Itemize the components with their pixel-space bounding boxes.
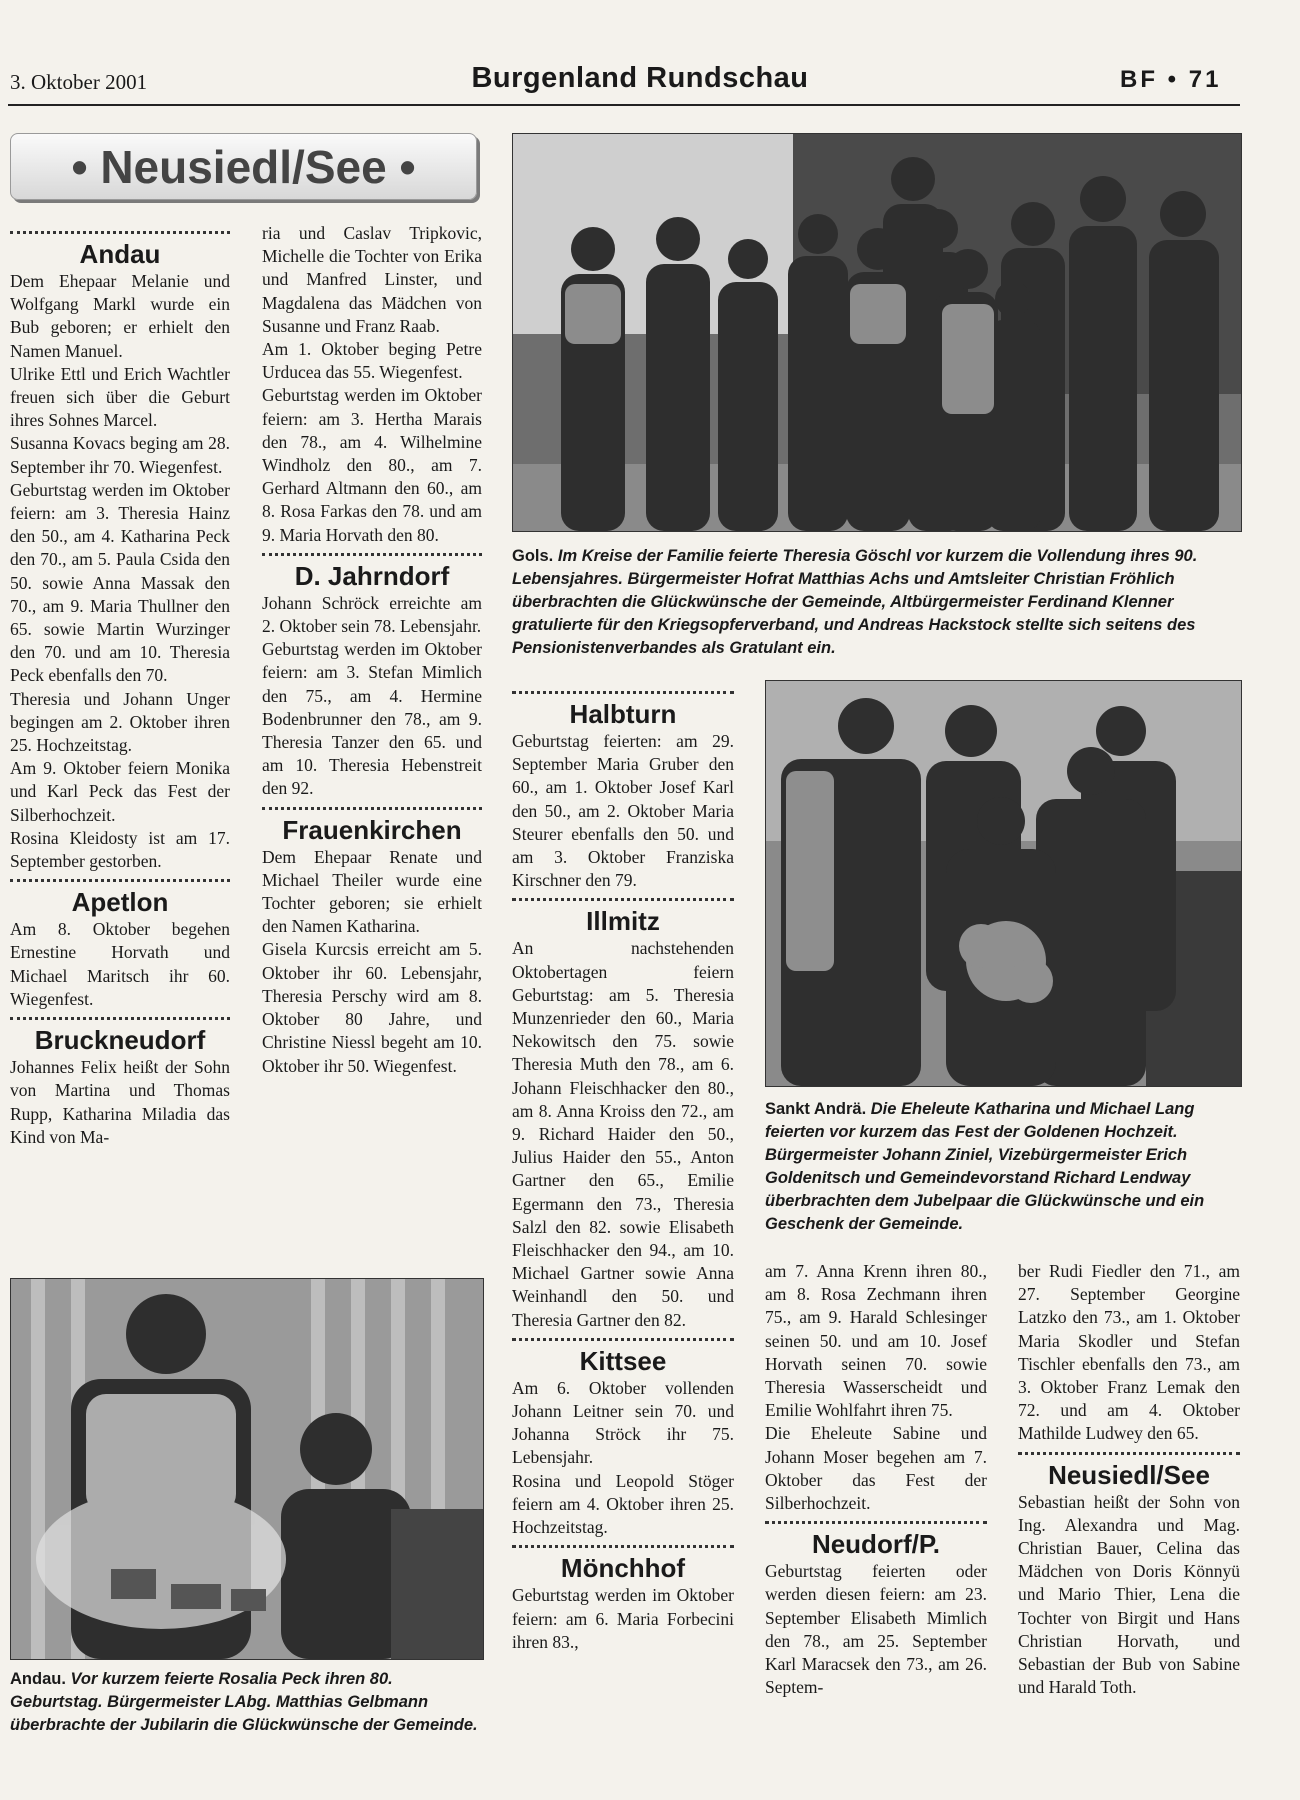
paragraph: Die Eheleute Sabine und Johann Moser begehen am 7. Oktober das Fest der Silberhochzeit.: [765, 1423, 987, 1514]
paragraph: ria und Caslav Tripkovic, Michelle die Tochter von Erika und Manfred Linster, und Magdalena das Mädchen von Susanne und Franz Raab.: [262, 223, 482, 336]
column-3: [512, 685, 734, 1654]
section-title-illmitz: Illmitz: [586, 906, 660, 937]
section-title-apetlon: Apetlon: [71, 887, 169, 918]
header-rule: [8, 104, 1240, 106]
photo-sankt-andrae-couple: [765, 680, 1242, 1087]
photo-gols-family: [512, 133, 1242, 532]
paragraph: Geburtstag werden im Oktober feiern: am 6. Maria Forbecini ihren 83.,: [512, 1585, 734, 1652]
photo-sankt-andrae-image: [766, 681, 1241, 1086]
section-divider: [512, 898, 734, 901]
paragraph: Theresia und Johann Unger begingen am 2. Oktober ihren 25. Hochzeitstag.: [10, 688, 230, 756]
section-title-neudorf: Neudorf/P.: [811, 1529, 941, 1560]
paragraph: Geburtstag werden im Oktober feiern: am 3. Stefan Mimlich den 75., am 4. Hermine Bodenbrunner den 78., am 9. Theresia Tanzer den 65. und am 10. Theresia Hebenstreit den 92.: [262, 639, 482, 799]
paragraph: Geburtstag feierten: am 29. September Maria Gruber den 60., am 1. Oktober Josef Karl den 50., am 2. Oktober Maria Steurer ebenfalls den 50. und am 3. Oktober Franziska Kirschner den 79.: [512, 731, 734, 891]
section-title-bruckneudorf: Bruckneudorf: [34, 1025, 206, 1056]
column-2: [262, 222, 482, 1078]
caption-place: Sankt Andrä.: [765, 1100, 867, 1118]
caption-place: Gols.: [512, 547, 554, 565]
caption-gols: [512, 545, 1240, 660]
section-title-frauenkirchen: Frauenkirchen: [282, 814, 462, 845]
paragraph: Dem Ehepaar Renate und Michael Theiler wurde eine Tochter geboren; sie erhielt den Namen Katharina.: [262, 846, 482, 937]
caption-text: Die Eheleute Katharina und Michael Lang feierten vor kurzem das Fest der Goldenen Hochzeit. Bürgermeister Johann Ziniel, Vizebürgermeister Erich Goldenitsch und Gemeindevorstand Richard Lendway überbrachten dem Jubelpaar die Glückwünsche und ein Geschenk der Gemeinde.: [765, 1100, 1205, 1233]
paragraph: Johannes Felix heißt der Sohn von Martina und Thomas Rupp, Katharina Miladia das Kind von Ma-: [10, 1057, 230, 1147]
section-divider: [1018, 1452, 1240, 1455]
photo-andau-jubilee: [10, 1278, 484, 1660]
paragraph: Am 6. Oktober vollenden Johann Leitner sein 70. und Johanna Ströck ihr 75. Lebensjahr.: [512, 1377, 734, 1468]
paragraph: An nachstehenden Oktobertagen feiern Geburtstag: am 5. Theresia Munzenrieder den 60., Maria Nekowitsch den 75. sowie Theresia Muth den 78., am 6. Johann Fleischhacker den 80., am 8. Anna Kroiss den 72., am 9. Richard Haider den 50., Julius Haider den 55., Anton Gartner den 65., Emilie Egermann den 73., Theresia Salzl den 82. sowie Elisabeth Fleischhacker den 94., am 10. Michael Gartner sowie Anna Weinhandl den 50. und Theresia Gartner den 82.: [512, 938, 734, 1330]
caption-place: Andau.: [10, 1670, 66, 1688]
caption-text: Im Kreise der Familie feierte Theresia Göschl vor kurzem die Vollendung ihres 90. Lebensjahres. Bürgermeister Hofrat Matthias Achs und Amtsleiter Christian Fröhlich überbrachten die Glückwünsche der Gemeinde, Altbürgermeister Ferdinand Klenner gratulierte für den Kriegsopferverband, und Andreas Hackstock stellte sich seitens des Pensionistenverbandes als Gratulant ein.: [512, 547, 1198, 657]
paragraph: Am 1. Oktober beging Petre Urducea das 55. Wiegenfest.: [262, 339, 482, 383]
paragraph: Geburtstag feierten oder werden diesen feiern: am 23. September Elisabeth Mimlich den 78., am 25. September Karl Maracsek den 73., am 26. Septem-: [765, 1561, 987, 1698]
paragraph: ber Rudi Fiedler den 71., am 27. September Georgine Latzko den 73., am 1. Oktober Maria Skodler und Stefan Tischler ebenfalls den 73., am 3. Oktober Franz Lemak den 72. und am 4. Oktober Mathilde Ludwey den 65.: [1018, 1261, 1240, 1444]
section-divider: [262, 553, 482, 556]
column-5: [1018, 1260, 1240, 1699]
paragraph: Am 8. Oktober begehen Ernestine Horvath und Michael Maritsch ihr 60. Wiegenfest.: [10, 919, 230, 1009]
section-divider: [512, 1545, 734, 1548]
caption-sankt-andrae: [765, 1098, 1240, 1236]
caption-text: Vor kurzem feierte Rosalia Peck ihren 80. Geburtstag. Bürgermeister LAbg. Matthias Gelbmann überbrachte der Jubilarin die Glückwünsche der Gemeinde.: [10, 1670, 478, 1734]
column-4: [765, 1260, 987, 1699]
paragraph: Rosina und Leopold Stöger feiern am 4. Oktober ihren 25. Hochzeitstag.: [512, 1470, 734, 1538]
section-divider: [10, 879, 230, 882]
section-divider: [512, 1338, 734, 1341]
section-title-moenchhof: Mönchhof: [560, 1553, 686, 1584]
paragraph: Susanna Kovacs beging am 28. September ihr 70. Wiegenfest.: [10, 433, 230, 477]
region-title: • Neusiedl/See •: [10, 133, 477, 200]
paragraph: Geburtstag werden im Oktober feiern: am 3. Theresia Hainz den 50., am 4. Katharina Peck den 70., am 5. Paula Csida den 50. sowie Anna Massak den 70., am 9. Maria Thullner den 65. sowie Martin Wurzinger den 70. und am 10. Theresia Peck ebenfalls den 70.: [10, 479, 230, 686]
paragraph: Sebastian heißt der Sohn von Ing. Alexandra und Mag. Christian Bauer, Celina das Mädchen von Doris Könnyü und Mario Thier, Lena die Tochter von Birgit und Hans Christian Horvath, und Sebastian der Bub von Sabine und Harald Toth.: [1018, 1491, 1240, 1698]
section-title-kittsee: Kittsee: [579, 1345, 667, 1376]
paragraph: Gisela Kurcsis erreicht am 5. Oktober ihr 60. Lebensjahr, Theresia Perschy wird am 8. Oktober 80 Jahre, und Christine Niessl begeht am 10. Oktober ihr 50. Wiegenfest.: [262, 939, 482, 1076]
newspaper-title: Burgenland Rundschau: [471, 62, 809, 94]
paragraph: Dem Ehepaar Melanie und Wolfgang Markl wurde ein Bub geboren; er erhielt den Namen Manuel.: [10, 271, 230, 361]
section-divider: [765, 1521, 987, 1524]
issue-date: 3. Oktober 2001: [10, 70, 148, 94]
section-divider: [262, 807, 482, 810]
section-title-neusiedl: Neusiedl/See: [1048, 1459, 1210, 1490]
section-title-andau: Andau: [79, 239, 161, 269]
section-title-halbturn: Halbturn: [569, 699, 677, 729]
caption-andau: [10, 1668, 482, 1737]
paragraph: Johann Schröck erreichte am 2. Oktober sein 78. Lebensjahr.: [262, 592, 482, 637]
paragraph: Am 9. Oktober feiern Monika und Karl Peck das Fest der Silberhochzeit.: [10, 758, 230, 825]
paragraph: am 7. Anna Krenn ihren 80., am 8. Rosa Zechmann ihren 75., am 9. Harald Schlesinger seinen 50. und am 10. Josef Horvath seinen 70. sowie Theresia Wasserscheidt und Emilie Wohlfahrt ihren 75.: [765, 1261, 987, 1421]
paragraph: Rosina Kleidosty ist am 17. September gestorben.: [10, 827, 230, 872]
page-number: BF • 71: [1120, 66, 1222, 93]
section-title-d-jahrndorf: D. Jahrndorf: [294, 560, 450, 591]
column-1: [10, 225, 230, 1149]
photo-gols-image: [513, 134, 1241, 531]
section-divider: [512, 691, 734, 694]
paragraph: Ulrike Ettl und Erich Wachtler freuen sich über die Geburt ihres Sohnes Marcel.: [10, 363, 230, 431]
paragraph: Geburtstag werden im Oktober feiern: am 3. Hertha Marais den 78., am 4. Wilhelmine Windholz den 80., am 7. Gerhard Altmann den 60., am 8. Rosa Farkas den 78. und am 9. Maria Horvath den 80.: [262, 385, 482, 545]
photo-andau-image: [11, 1279, 483, 1659]
section-divider: [10, 231, 230, 234]
section-divider: [10, 1017, 230, 1020]
